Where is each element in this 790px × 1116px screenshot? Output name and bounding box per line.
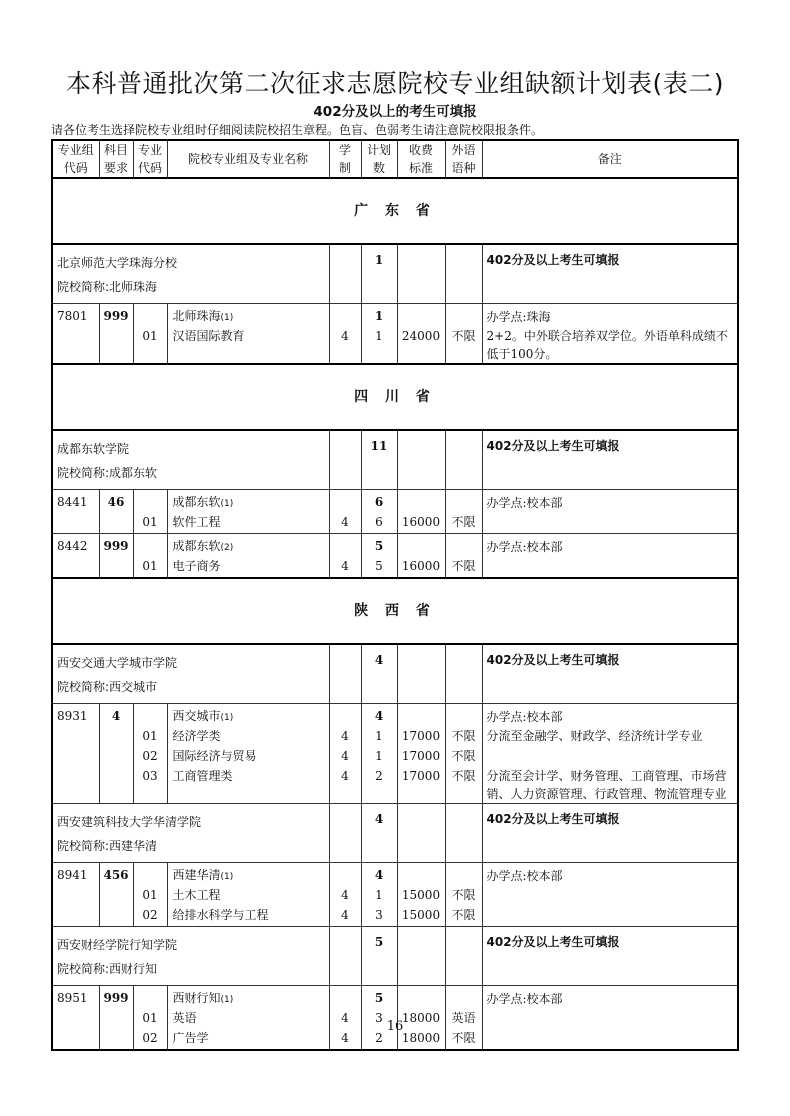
header-lang: 外语 语种	[445, 140, 482, 178]
major-fee: 17000	[401, 729, 441, 743]
major-plan: 1	[375, 329, 383, 343]
school-name: 成都东软学院	[57, 442, 130, 456]
school-lang	[445, 430, 482, 490]
plan-cell	[361, 534, 397, 579]
group-code: 8441	[52, 490, 99, 534]
group-remark: 办学点:珠海	[486, 310, 551, 324]
group-name-text: 西财行知	[172, 991, 221, 1005]
province-row	[52, 178, 738, 244]
group-code: 8941	[52, 863, 99, 927]
years-cell	[329, 490, 361, 534]
fee-cell	[397, 534, 445, 579]
major-code-cell	[133, 490, 167, 534]
major-plan: 2	[375, 769, 383, 783]
page-number: 16	[386, 1019, 404, 1034]
province-row	[52, 578, 738, 644]
major-code-cell	[133, 304, 167, 365]
major-remark	[487, 557, 735, 577]
major-fee: 15000	[401, 888, 441, 902]
group-code: 8931	[52, 704, 99, 804]
lang-cell	[445, 490, 482, 534]
major-code: 01	[142, 729, 158, 743]
plan-cell	[361, 490, 397, 534]
major-plan: 6	[375, 515, 383, 529]
group-name	[168, 989, 329, 1009]
major-years: 4	[341, 1031, 349, 1045]
major-remark: 分流至金融学、财政学、经济统计学专业	[486, 729, 703, 743]
page-title: 本科普通批次第二次征求志愿院校专业组缺额计划表(表二)	[65, 69, 724, 98]
quota-table	[51, 139, 739, 1051]
group-row	[52, 863, 738, 927]
group-name	[168, 493, 329, 513]
school-name-cell	[52, 804, 329, 863]
remark-cell	[482, 534, 738, 579]
school-plan: 11	[361, 430, 397, 490]
group-remark: 办学点:校本部	[486, 869, 563, 883]
major-remark	[487, 906, 735, 926]
years-cell	[329, 704, 361, 804]
major-remark	[487, 886, 735, 906]
major-lang: 不限	[451, 749, 476, 763]
school-name-cell	[52, 927, 329, 986]
major-years: 4	[341, 749, 349, 763]
major-remark: 2+2。中外联合培养双学位。外语单科成绩不低于100分。	[486, 329, 728, 361]
major-fee: 16000	[401, 515, 441, 529]
school-name-cell	[52, 244, 329, 304]
header-major-code: 专业 代码	[133, 140, 167, 178]
school-plan: 1	[361, 244, 397, 304]
remark-cell	[482, 704, 738, 804]
group-name	[168, 307, 329, 327]
school-short-name: 院校简称:西财行知	[57, 962, 158, 976]
major-code: 02	[142, 749, 158, 763]
major-remark	[487, 513, 735, 533]
major-code: 03	[142, 769, 158, 783]
major-lang: 不限	[451, 559, 476, 573]
group-code: 8442	[52, 534, 99, 579]
group-plan: 5	[374, 991, 384, 1005]
remark-cell	[482, 490, 738, 534]
major-code-cell	[133, 986, 167, 1051]
group-row	[52, 304, 738, 365]
remark-cell	[482, 863, 738, 927]
major-plan: 1	[375, 888, 383, 902]
name-cell	[167, 986, 329, 1051]
group-name-text: 西交城市	[172, 709, 221, 723]
major-name: 土木工程	[172, 888, 221, 902]
major-name: 汉语国际教育	[172, 329, 245, 343]
subject-requirement: 999	[99, 986, 133, 1051]
major-remark	[487, 747, 735, 767]
school-remark: 402分及以上考生可填报	[482, 244, 738, 304]
school-name: 西安交通大学城市学院	[57, 656, 178, 670]
plan-cell	[361, 986, 397, 1051]
notice-text: 请各位考生选择院校专业组时仔细阅读院校招生章程。色盲、色弱考生请注意院校限报条件。	[51, 123, 544, 137]
group-name-suffix: (2)	[220, 543, 234, 553]
major-code: 02	[142, 908, 158, 922]
major-years: 4	[341, 769, 349, 783]
major-lang: 不限	[451, 908, 476, 922]
group-name-suffix: (1)	[220, 499, 234, 509]
province-name: 广 东 省	[52, 178, 738, 244]
years-cell	[329, 863, 361, 927]
major-code-cell	[133, 704, 167, 804]
subject-requirement: 46	[99, 490, 133, 534]
fee-cell	[397, 863, 445, 927]
school-lang	[445, 244, 482, 304]
lang-cell	[445, 304, 482, 365]
major-plan: 3	[375, 908, 383, 922]
major-name: 英语	[172, 1011, 197, 1025]
school-fee	[397, 644, 445, 704]
province-row	[52, 364, 738, 430]
major-plan: 2	[375, 1031, 383, 1045]
group-plan: 6	[374, 495, 384, 509]
header-plan: 计划 数	[361, 140, 397, 178]
name-cell	[167, 863, 329, 927]
major-code: 01	[142, 888, 158, 902]
plan-cell	[361, 304, 397, 365]
major-name: 经济学类	[172, 729, 221, 743]
school-lang	[445, 927, 482, 986]
major-plan: 1	[375, 729, 383, 743]
name-cell	[167, 490, 329, 534]
subject-requirement: 4	[99, 704, 133, 804]
major-lang: 不限	[451, 729, 476, 743]
major-lang: 不限	[451, 1031, 476, 1045]
group-name-suffix: (1)	[220, 713, 234, 723]
major-years: 4	[341, 908, 349, 922]
lang-cell	[445, 704, 482, 804]
major-name: 软件工程	[172, 515, 221, 529]
school-plan: 5	[361, 927, 397, 986]
school-short-name: 院校简称:成都东软	[57, 466, 158, 480]
subject-requirement: 999	[99, 304, 133, 365]
header-fee: 收费 标准	[397, 140, 445, 178]
years-cell	[329, 534, 361, 579]
group-row	[52, 704, 738, 804]
major-code: 01	[142, 1011, 158, 1025]
name-cell	[167, 304, 329, 365]
major-fee: 18000	[401, 1031, 441, 1045]
group-code: 7801	[52, 304, 99, 365]
fee-cell	[397, 490, 445, 534]
school-name: 北京师范大学珠海分校	[57, 256, 178, 270]
group-name-suffix: (1)	[220, 995, 234, 1005]
major-code: 02	[142, 1031, 158, 1045]
school-row	[52, 430, 738, 490]
major-remark: 分流至会计学、财务管理、工商管理、市场营销、人力资源管理、行政管理、物流管理专业	[486, 769, 727, 801]
header-remark: 备注	[482, 140, 738, 178]
school-years	[329, 244, 361, 304]
years-cell	[329, 304, 361, 365]
major-fee: 18000	[401, 1011, 441, 1025]
major-fee: 17000	[401, 749, 441, 763]
school-lang	[445, 644, 482, 704]
group-name-text: 成都东软	[172, 495, 221, 509]
group-name	[168, 707, 329, 727]
plan-cell	[361, 863, 397, 927]
fee-cell	[397, 986, 445, 1051]
school-name: 西安财经学院行知学院	[57, 938, 178, 952]
group-plan: 4	[374, 868, 384, 882]
group-remark: 办学点:校本部	[486, 992, 563, 1006]
school-row	[52, 927, 738, 986]
school-years	[329, 430, 361, 490]
major-plan: 1	[375, 749, 383, 763]
plan-cell	[361, 704, 397, 804]
group-remark: 办学点:校本部	[486, 496, 563, 510]
school-remark: 402分及以上考生可填报	[482, 644, 738, 704]
major-lang: 不限	[451, 888, 476, 902]
major-name: 广告学	[172, 1031, 209, 1045]
major-name: 工商管理类	[172, 769, 233, 783]
group-row	[52, 490, 738, 534]
group-name	[168, 866, 329, 886]
school-years	[329, 644, 361, 704]
major-code: 01	[142, 329, 158, 343]
school-name-cell	[52, 430, 329, 490]
major-lang: 不限	[451, 329, 476, 343]
major-fee: 15000	[401, 908, 441, 922]
major-code: 01	[142, 559, 158, 573]
group-name-suffix: (1)	[220, 872, 234, 882]
group-remark: 办学点:校本部	[486, 710, 563, 724]
group-name-suffix: (1)	[220, 313, 234, 323]
lang-cell	[445, 863, 482, 927]
school-fee	[397, 927, 445, 986]
school-fee	[397, 244, 445, 304]
major-name: 给排水科学与工程	[172, 908, 269, 922]
lang-cell	[445, 534, 482, 579]
school-fee	[397, 804, 445, 863]
group-plan: 5	[374, 539, 384, 553]
major-plan: 5	[375, 559, 383, 573]
years-cell	[329, 986, 361, 1051]
school-remark: 402分及以上考生可填报	[482, 430, 738, 490]
major-code-cell	[133, 863, 167, 927]
school-plan: 4	[361, 644, 397, 704]
major-plan: 3	[375, 1011, 383, 1025]
school-lang	[445, 804, 482, 863]
school-name-cell	[52, 644, 329, 704]
school-years	[329, 804, 361, 863]
major-years: 4	[341, 888, 349, 902]
school-name: 西安建筑科技大学华清学院	[57, 815, 202, 829]
school-short-name: 院校简称:北师珠海	[57, 280, 158, 294]
major-fee: 24000	[401, 329, 441, 343]
major-years: 4	[341, 729, 349, 743]
group-plan: 4	[374, 709, 384, 723]
group-name	[168, 537, 329, 557]
page-subtitle: 402分及以上的考生可填报	[313, 104, 477, 120]
group-code: 8951	[52, 986, 99, 1051]
school-remark: 402分及以上考生可填报	[482, 804, 738, 863]
fee-cell	[397, 704, 445, 804]
major-name: 电子商务	[172, 559, 221, 573]
fee-cell	[397, 304, 445, 365]
group-remark: 办学点:校本部	[486, 540, 563, 554]
name-cell	[167, 704, 329, 804]
major-name: 国际经济与贸易	[172, 749, 257, 763]
major-years: 4	[341, 329, 349, 343]
major-lang: 不限	[451, 515, 476, 529]
major-fee: 16000	[401, 559, 441, 573]
remark-cell	[482, 986, 738, 1051]
group-name-text: 成都东软	[172, 539, 221, 553]
header-group-code: 专业组 代码	[52, 140, 99, 178]
major-years: 4	[341, 1011, 349, 1025]
school-years	[329, 927, 361, 986]
header-subject-req: 科目 要求	[99, 140, 133, 178]
header-name: 院校专业组及专业名称	[167, 140, 329, 178]
group-row	[52, 986, 738, 1051]
subject-requirement: 456	[99, 863, 133, 927]
table-header-row	[52, 140, 738, 178]
group-name-text: 西建华清	[172, 868, 221, 882]
header-years: 学 制	[329, 140, 361, 178]
major-fee: 17000	[401, 769, 441, 783]
school-short-name: 院校简称:西交城市	[57, 680, 158, 694]
school-row	[52, 644, 738, 704]
lang-cell	[445, 986, 482, 1051]
province-name: 四 川 省	[52, 364, 738, 430]
subject-requirement: 999	[99, 534, 133, 579]
province-name: 陕 西 省	[52, 578, 738, 644]
major-code-cell	[133, 534, 167, 579]
group-plan: 1	[374, 309, 384, 323]
school-fee	[397, 430, 445, 490]
school-plan: 4	[361, 804, 397, 863]
major-lang: 不限	[451, 769, 476, 783]
school-short-name: 院校简称:西建华清	[57, 839, 158, 853]
group-row	[52, 534, 738, 579]
major-years: 4	[341, 559, 349, 573]
name-cell	[167, 534, 329, 579]
group-name-text: 北师珠海	[172, 309, 221, 323]
school-row	[52, 244, 738, 304]
major-lang: 英语	[451, 1011, 476, 1025]
major-code: 01	[142, 515, 158, 529]
school-remark: 402分及以上考生可填报	[482, 927, 738, 986]
major-years: 4	[341, 515, 349, 529]
remark-cell	[482, 304, 738, 365]
school-row	[52, 804, 738, 863]
